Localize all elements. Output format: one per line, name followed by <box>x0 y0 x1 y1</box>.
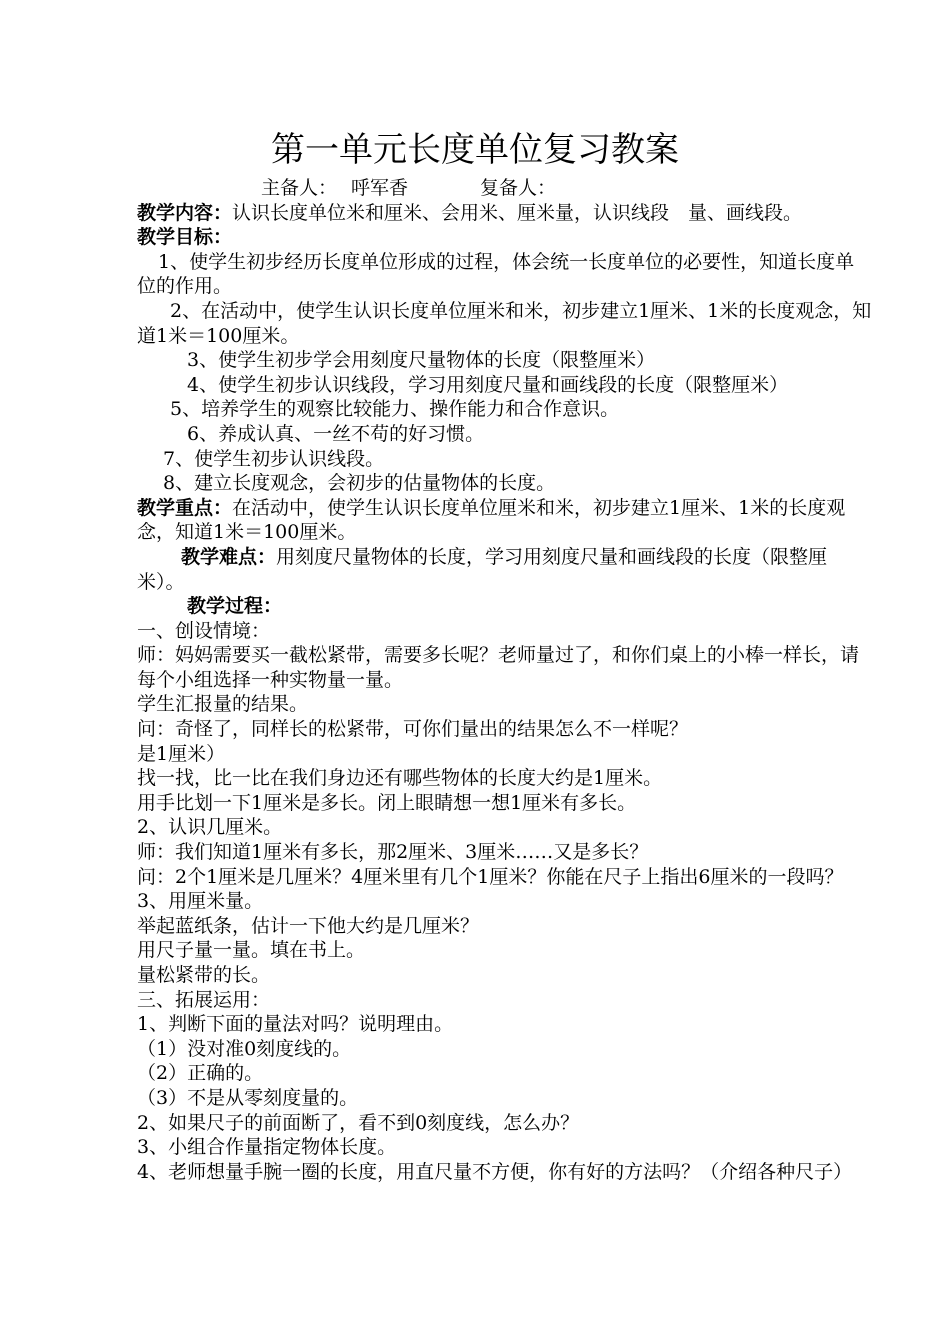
process-line: （2）正确的。 <box>137 1062 264 1085</box>
authors-line <box>137 176 872 201</box>
goal-item: 1、使学生初步经历长度单位形成的过程，体会统一长度单位的必要性，知道长度单位的作用。 <box>137 250 855 298</box>
process-line: 2、如果尺子的前面断了，看不到0刻度线，怎么办？ <box>137 1111 580 1134</box>
main-author-label: 主备人： <box>261 177 338 199</box>
process-line: 4、老师想量手腕一圈的长度，用直尺量不方便，你有好的方法吗？（介绍各种尺子） <box>137 1160 853 1183</box>
process-line: （1）没对准0刻度线的。 <box>137 1037 352 1060</box>
process-label: 教学过程： <box>187 595 283 618</box>
goal-item: 4、使学生初步认识线段，学习用刻度尺量和画线段的长度（限整厘米） <box>187 373 789 396</box>
process-line: 问：奇怪了，同样长的松紧带，可你们量出的结果怎么不一样呢？ <box>137 718 689 741</box>
goal-item: 6、养成认真、一丝不苟的好习惯。 <box>187 422 485 445</box>
process-line: 师：妈妈需要买一截松紧带，需要多长呢？老师量过了，和你们桌上的小棒一样长，请每个小组选择一种实物量一量。 <box>137 644 860 691</box>
process-line: 3、用厘米量。 <box>137 890 264 913</box>
process-line: 是1厘米） <box>137 742 226 765</box>
goal-item: 8、建立长度观念，会初步的估量物体的长度。 <box>163 472 556 495</box>
review-author-label: 复备人： <box>480 177 557 199</box>
process-line: 一、创设情境： <box>137 619 271 642</box>
page-title: 第一单元长度单位复习教案 <box>271 130 679 170</box>
key-points-label: 教学重点： <box>137 496 233 519</box>
difficulties-text: 用刻度尺量物体的长度，学习用刻度尺量和画线段的长度（限整厘米）。 <box>137 545 828 593</box>
process-line: 举起蓝纸条，估计一下他大约是几厘米？ <box>137 914 480 937</box>
content-label: 教学内容： <box>137 201 233 224</box>
process-line: 3、小组合作量指定物体长度。 <box>137 1136 397 1159</box>
process-line: 量松紧带的长。 <box>137 964 271 986</box>
process-line: 问：2个1厘米是几厘米？4厘米里有几个1厘米？你能在尺子上指出6厘米的一段吗？ <box>137 865 844 888</box>
difficulties-label: 教学难点： <box>181 545 277 568</box>
process-line: （3）不是从零刻度量的。 <box>137 1086 359 1109</box>
process-line: 学生汇报量的结果。 <box>137 693 309 716</box>
key-points-text: 在活动中，使学生认识长度单位厘米和米，初步建立1厘米、1米的长度观念，知道1米＝100厘米。 <box>137 496 846 544</box>
goal-item: 3、使学生初步学会用刻度尺量物体的长度（限整厘米） <box>187 349 656 372</box>
goal-item: 2、在活动中，使学生认识长度单位厘米和米，初步建立1厘米、1米的长度观念，知道1米＝100厘米。 <box>137 299 872 347</box>
difficulties <box>137 545 872 594</box>
key-points <box>137 496 872 545</box>
goals-label: 教学目标： <box>137 226 233 249</box>
process-line: 1、判断下面的量法对吗？说明理由。 <box>137 1013 454 1036</box>
process-line: 用尺子量一量。填在书上。 <box>137 939 366 962</box>
content-line <box>137 201 872 226</box>
document-body <box>137 176 872 1184</box>
process-line: 找一找，比一比在我们身边还有哪些物体的长度大约是1厘米。 <box>137 767 663 790</box>
process-line: 用手比划一下1厘米是多长。闭上眼睛想一想1厘米有多长。 <box>137 791 637 814</box>
process-line: 师：我们知道1厘米有多长，那2厘米、3厘米……又是多长？ <box>137 841 649 864</box>
process-line: 三、拓展运用： <box>137 988 271 1011</box>
process-line: 2、认识几厘米。 <box>137 816 283 839</box>
main-author-name: 呼军香 <box>351 177 409 199</box>
goal-item: 7、使学生初步认识线段。 <box>163 447 385 470</box>
content-text: 认识长度单位米和厘米、会用米、厘米量，认识线段 量、画线段。 <box>232 201 803 224</box>
goal-item: 5、培养学生的观察比较能力、操作能力和合作意识。 <box>170 398 620 421</box>
